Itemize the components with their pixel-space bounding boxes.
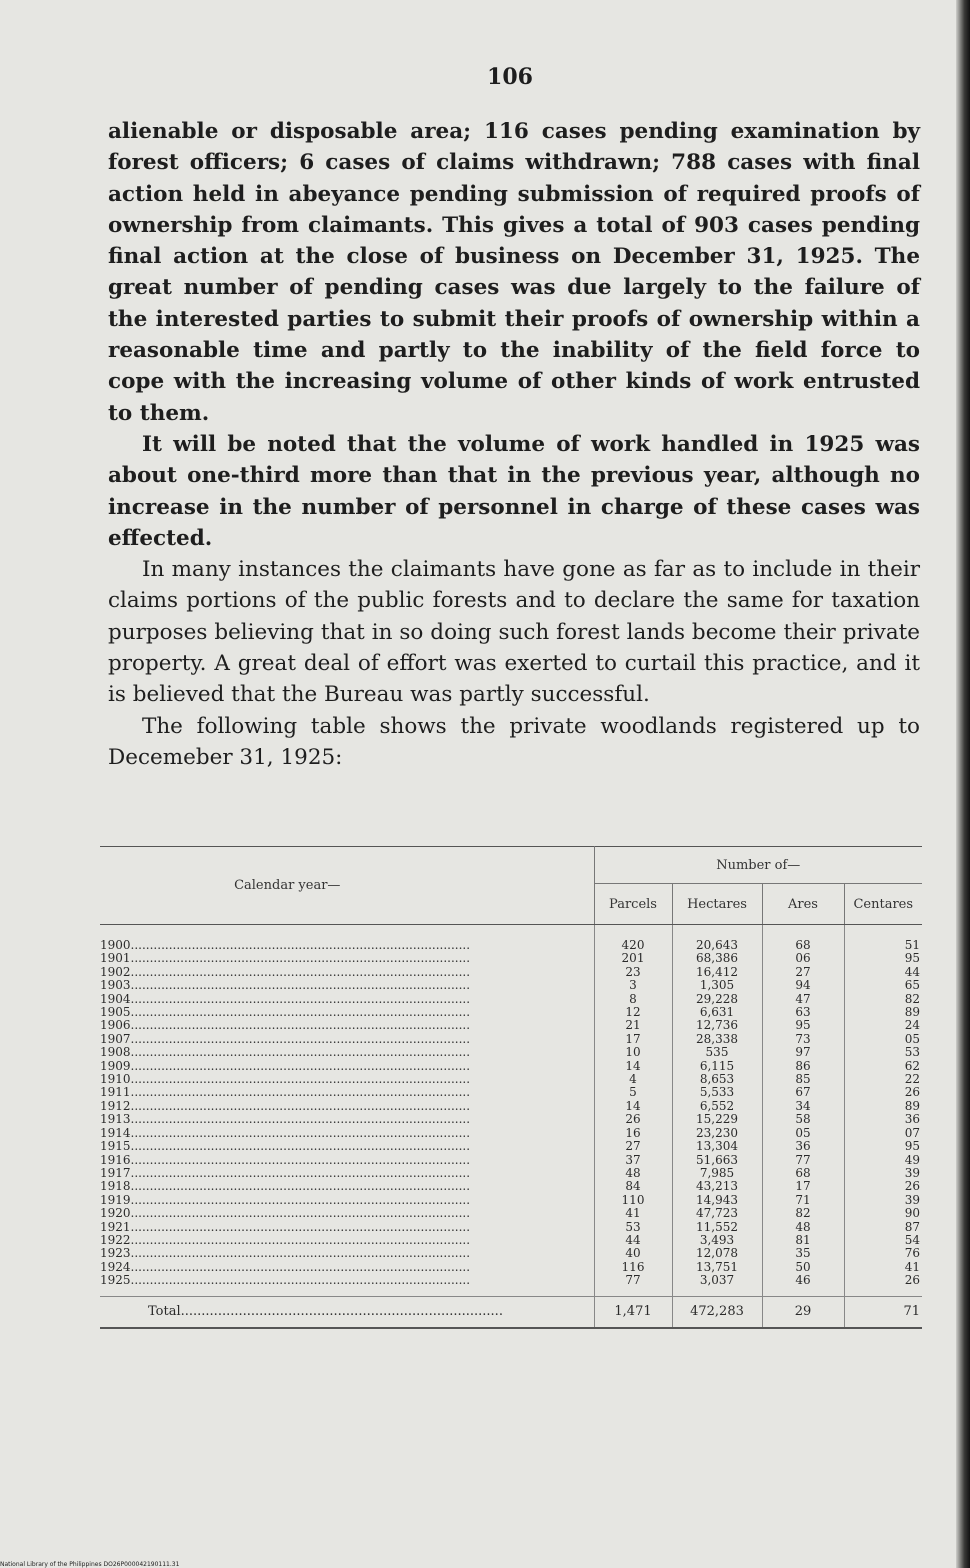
row-year: 1917......................................................................................... bbox=[100, 1166, 471, 1180]
row-ares: 68 bbox=[762, 939, 844, 952]
row-ares: 63 bbox=[762, 1006, 844, 1019]
row-centares: 51 bbox=[844, 939, 922, 952]
row-centares: 65 bbox=[844, 979, 922, 992]
total-parcels: 1,471 bbox=[594, 1296, 672, 1328]
table-row bbox=[100, 1006, 922, 1019]
row-ares: 86 bbox=[762, 1060, 844, 1073]
row-year: 1921......................................................................................... bbox=[100, 1220, 471, 1234]
row-ares: 05 bbox=[762, 1127, 844, 1140]
row-hectares: 7,985 bbox=[672, 1167, 762, 1180]
table-row bbox=[100, 1019, 922, 1032]
total-hectares: 472,283 bbox=[672, 1296, 762, 1328]
row-parcels: 23 bbox=[594, 966, 672, 979]
row-centares: 41 bbox=[844, 1261, 922, 1274]
header-hectares: Hectares bbox=[672, 884, 762, 925]
row-centares: 39 bbox=[844, 1194, 922, 1207]
paragraph-2: It will be noted that the volume of work handled in 1925 was about one-third more than that in the previous year, although no increase in the number of personnel in charge of these cases was effected. bbox=[108, 431, 920, 551]
body-text bbox=[108, 116, 920, 773]
row-centares: 49 bbox=[844, 1154, 922, 1167]
table-row bbox=[100, 1140, 922, 1153]
row-ares: 82 bbox=[762, 1207, 844, 1220]
row-ares: 50 bbox=[762, 1261, 844, 1274]
row-hectares: 51,663 bbox=[672, 1154, 762, 1167]
row-parcels: 41 bbox=[594, 1207, 672, 1220]
table-row bbox=[100, 1073, 922, 1086]
row-year: 1903......................................................................................... bbox=[100, 979, 471, 993]
row-centares: 26 bbox=[844, 1180, 922, 1193]
row-centares: 36 bbox=[844, 1113, 922, 1126]
header-number-of: Number of— bbox=[594, 847, 922, 884]
row-parcels: 44 bbox=[594, 1234, 672, 1247]
row-year: 1906......................................................................................... bbox=[100, 1019, 471, 1033]
row-centares: 05 bbox=[844, 1033, 922, 1046]
page-number: 106 bbox=[487, 64, 533, 90]
row-ares: 77 bbox=[762, 1154, 844, 1167]
row-year: 1900......................................................................................... bbox=[100, 939, 471, 952]
row-parcels: 110 bbox=[594, 1194, 672, 1207]
row-ares: 46 bbox=[762, 1274, 844, 1296]
row-hectares: 28,338 bbox=[672, 1033, 762, 1046]
row-ares: 48 bbox=[762, 1221, 844, 1234]
row-centares: 89 bbox=[844, 1100, 922, 1113]
row-centares: 95 bbox=[844, 952, 922, 965]
row-centares: 62 bbox=[844, 1060, 922, 1073]
header-parcels: Parcels bbox=[594, 884, 672, 925]
row-centares: 87 bbox=[844, 1221, 922, 1234]
row-ares: 95 bbox=[762, 1019, 844, 1032]
row-hectares: 3,037 bbox=[672, 1274, 762, 1296]
row-year: 1908......................................................................................... bbox=[100, 1046, 471, 1060]
row-parcels: 48 bbox=[594, 1167, 672, 1180]
row-parcels: 12 bbox=[594, 1006, 672, 1019]
row-year: 1911......................................................................................... bbox=[100, 1086, 471, 1100]
row-hectares: 29,228 bbox=[672, 993, 762, 1006]
row-parcels: 420 bbox=[594, 939, 672, 952]
row-hectares: 12,736 bbox=[672, 1019, 762, 1032]
row-year: 1916......................................................................................... bbox=[100, 1153, 471, 1167]
row-hectares: 1,305 bbox=[672, 979, 762, 992]
row-ares: 97 bbox=[762, 1046, 844, 1059]
row-ares: 47 bbox=[762, 993, 844, 1006]
row-centares: 53 bbox=[844, 1046, 922, 1059]
row-hectares: 8,653 bbox=[672, 1073, 762, 1086]
row-parcels: 4 bbox=[594, 1073, 672, 1086]
table-total-row bbox=[100, 1296, 922, 1328]
paragraph-1: alienable or disposable area; 116 cases pending examination by forest officers; 6 cases of claims withdrawn; 788 cases with final action held in abeyance pending submission of required proofs of ownership from claimants. This gives a total of 903 cases pending final action at the close of business on December 31, 1925. The great number of pending cases was due largely to the failure of the interested parties to submit their proofs of ownership within a reasonable time and partly to the inability of the field force to cope with the increasing volume of other kinds of work entrusted to them. bbox=[108, 119, 920, 426]
row-ares: 67 bbox=[762, 1086, 844, 1099]
row-year: 1904......................................................................................... bbox=[100, 992, 471, 1006]
row-hectares: 13,304 bbox=[672, 1140, 762, 1153]
row-centares: 24 bbox=[844, 1019, 922, 1032]
row-year: 1907......................................................................................... bbox=[100, 1032, 471, 1046]
row-hectares: 47,723 bbox=[672, 1207, 762, 1220]
row-hectares: 20,643 bbox=[672, 939, 762, 952]
row-centares: 89 bbox=[844, 1006, 922, 1019]
row-hectares: 68,386 bbox=[672, 952, 762, 965]
table-row bbox=[100, 1060, 922, 1073]
row-parcels: 40 bbox=[594, 1247, 672, 1260]
row-year: 1912......................................................................................... bbox=[100, 1099, 471, 1113]
table-row bbox=[100, 1046, 922, 1059]
total-label: Total.............................................................................. bbox=[100, 1296, 594, 1328]
row-year: 1909......................................................................................... bbox=[100, 1059, 471, 1073]
row-hectares: 16,412 bbox=[672, 966, 762, 979]
row-parcels: 14 bbox=[594, 1060, 672, 1073]
header-calendar-year: Calendar year— bbox=[100, 847, 594, 925]
table-row bbox=[100, 1194, 922, 1207]
row-hectares: 6,552 bbox=[672, 1100, 762, 1113]
table-row bbox=[100, 952, 922, 965]
row-hectares: 15,229 bbox=[672, 1113, 762, 1126]
row-centares: 76 bbox=[844, 1247, 922, 1260]
row-hectares: 12,078 bbox=[672, 1247, 762, 1260]
row-year: 1923......................................................................................... bbox=[100, 1247, 471, 1261]
total-centares: 71 bbox=[844, 1296, 922, 1328]
woodlands-table-wrap bbox=[100, 846, 922, 1329]
table-row bbox=[100, 1207, 922, 1220]
total-ares: 29 bbox=[762, 1296, 844, 1328]
table-row bbox=[100, 1180, 922, 1193]
row-parcels: 26 bbox=[594, 1113, 672, 1126]
table-row bbox=[100, 979, 922, 992]
row-year: 1920......................................................................................... bbox=[100, 1207, 471, 1221]
row-year: 1919......................................................................................... bbox=[100, 1193, 471, 1207]
row-ares: 94 bbox=[762, 979, 844, 992]
row-year: 1918......................................................................................... bbox=[100, 1180, 471, 1194]
row-parcels: 116 bbox=[594, 1261, 672, 1274]
row-centares: 44 bbox=[844, 966, 922, 979]
row-parcels: 201 bbox=[594, 952, 672, 965]
row-year: 1924......................................................................................... bbox=[100, 1260, 471, 1274]
table-row bbox=[100, 1261, 922, 1274]
row-centares: 07 bbox=[844, 1127, 922, 1140]
row-parcels: 37 bbox=[594, 1154, 672, 1167]
header-ares: Ares bbox=[762, 884, 844, 925]
woodlands-table bbox=[100, 846, 922, 1329]
row-year: 1925......................................................................................... bbox=[100, 1274, 471, 1288]
row-parcels: 84 bbox=[594, 1180, 672, 1193]
table-row bbox=[100, 1234, 922, 1247]
row-centares: 95 bbox=[844, 1140, 922, 1153]
table-row bbox=[100, 1247, 922, 1260]
library-footer-note: National Library of the Philippines DO26P000042190111.31 bbox=[0, 1561, 180, 1568]
row-parcels: 5 bbox=[594, 1086, 672, 1099]
row-hectares: 535 bbox=[672, 1046, 762, 1059]
row-hectares: 13,751 bbox=[672, 1261, 762, 1274]
row-ares: 17 bbox=[762, 1180, 844, 1193]
table-row bbox=[100, 993, 922, 1006]
row-year: 1905......................................................................................... bbox=[100, 1006, 471, 1020]
paragraph-4: The following table shows the private woodlands registered up to Decemeber 31, 1925: bbox=[108, 713, 920, 770]
table-row bbox=[100, 1100, 922, 1113]
row-ares: 36 bbox=[762, 1140, 844, 1153]
row-hectares: 5,533 bbox=[672, 1086, 762, 1099]
row-centares: 39 bbox=[844, 1167, 922, 1180]
row-parcels: 8 bbox=[594, 993, 672, 1006]
row-ares: 06 bbox=[762, 952, 844, 965]
row-parcels: 21 bbox=[594, 1019, 672, 1032]
row-ares: 68 bbox=[762, 1167, 844, 1180]
row-year: 1901......................................................................................... bbox=[100, 952, 471, 966]
table-row bbox=[100, 1274, 922, 1296]
row-centares: 90 bbox=[844, 1207, 922, 1220]
row-year: 1922......................................................................................... bbox=[100, 1233, 471, 1247]
row-hectares: 3,493 bbox=[672, 1234, 762, 1247]
row-ares: 27 bbox=[762, 966, 844, 979]
row-year: 1915......................................................................................... bbox=[100, 1140, 471, 1154]
row-parcels: 53 bbox=[594, 1221, 672, 1234]
row-parcels: 3 bbox=[594, 979, 672, 992]
table-row bbox=[100, 1154, 922, 1167]
table-row bbox=[100, 1086, 922, 1099]
row-ares: 81 bbox=[762, 1234, 844, 1247]
table-body bbox=[100, 925, 922, 1297]
row-hectares: 6,631 bbox=[672, 1006, 762, 1019]
row-ares: 34 bbox=[762, 1100, 844, 1113]
row-ares: 58 bbox=[762, 1113, 844, 1126]
table-row bbox=[100, 1167, 922, 1180]
row-ares: 35 bbox=[762, 1247, 844, 1260]
paragraph-3: In many instances the claimants have gone as far as to include in their claims portions of the public forests and to declare the same for taxation purposes believing that in so doing such forest lands become their private property. A great deal of effort was exerted to curtail this practice, and it is believed that the Bureau was partly successful. bbox=[108, 557, 920, 708]
row-year: 1902......................................................................................... bbox=[100, 965, 471, 979]
row-year: 1910......................................................................................... bbox=[100, 1073, 471, 1087]
row-year: 1914......................................................................................... bbox=[100, 1126, 471, 1140]
row-centares: 82 bbox=[844, 993, 922, 1006]
row-hectares: 11,552 bbox=[672, 1221, 762, 1234]
row-centares: 26 bbox=[844, 1274, 922, 1296]
row-hectares: 6,115 bbox=[672, 1060, 762, 1073]
row-parcels: 27 bbox=[594, 1140, 672, 1153]
table-row bbox=[100, 939, 922, 952]
table-row bbox=[100, 1033, 922, 1046]
row-hectares: 14,943 bbox=[672, 1194, 762, 1207]
row-ares: 73 bbox=[762, 1033, 844, 1046]
row-hectares: 23,230 bbox=[672, 1127, 762, 1140]
row-centares: 26 bbox=[844, 1086, 922, 1099]
row-centares: 22 bbox=[844, 1073, 922, 1086]
row-ares: 85 bbox=[762, 1073, 844, 1086]
row-year: 1913......................................................................................... bbox=[100, 1113, 471, 1127]
row-hectares: 43,213 bbox=[672, 1180, 762, 1193]
page-binding-edge bbox=[956, 0, 970, 1568]
header-centares: Centares bbox=[844, 884, 922, 925]
row-parcels: 17 bbox=[594, 1033, 672, 1046]
row-parcels: 14 bbox=[594, 1100, 672, 1113]
row-ares: 71 bbox=[762, 1194, 844, 1207]
table-row bbox=[100, 1221, 922, 1234]
row-centares: 54 bbox=[844, 1234, 922, 1247]
table-row bbox=[100, 1113, 922, 1126]
table-row bbox=[100, 1127, 922, 1140]
table-row bbox=[100, 966, 922, 979]
row-parcels: 77 bbox=[594, 1274, 672, 1296]
row-parcels: 16 bbox=[594, 1127, 672, 1140]
row-parcels: 10 bbox=[594, 1046, 672, 1059]
